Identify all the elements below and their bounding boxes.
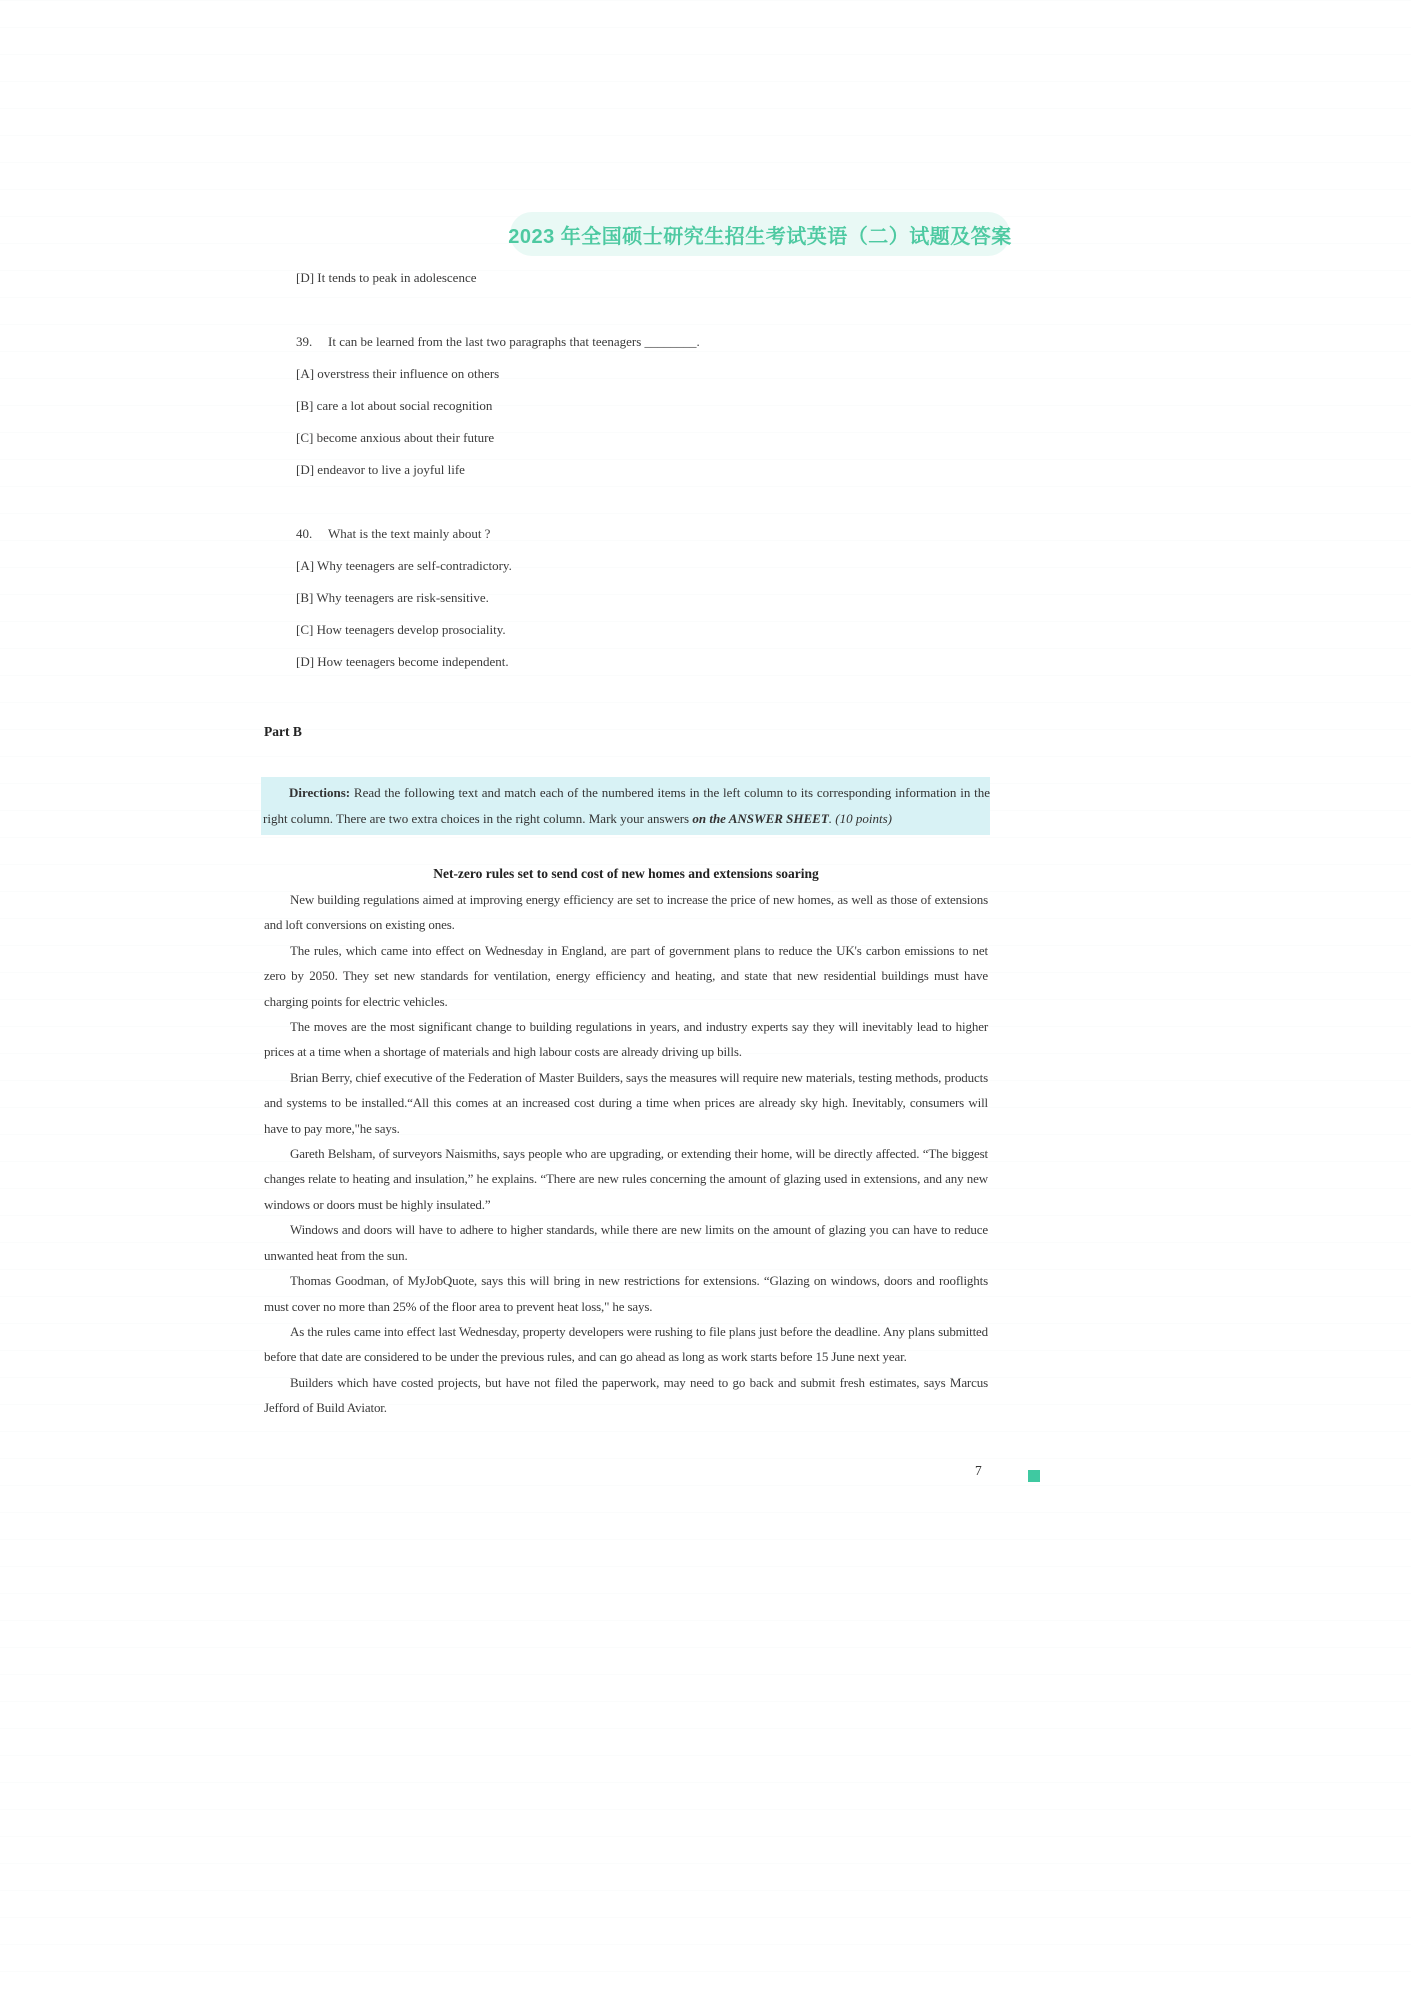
directions-text xyxy=(263,780,990,831)
page-number: 7 xyxy=(975,1463,982,1478)
question-40 xyxy=(296,518,996,678)
article-paragraph: Windows and doors will have to adhere to higher standards, while there are new limits on the amount of glazing you can have to reduce unwanted heat from the sun. xyxy=(264,1222,988,1263)
question-40-number: 40. xyxy=(296,526,313,541)
article-title: Net-zero rules set to send cost of new homes and extensions soaring xyxy=(433,866,819,881)
question-40-stem xyxy=(296,518,996,550)
question-39-stem xyxy=(296,326,996,358)
article-paragraph: Thomas Goodman, of MyJobQuote, says this will bring in new restrictions for extensions. “Glazing on windows, doors and rooflights must cover no more than 25% of the floor area to prevent heat loss," he says. xyxy=(264,1273,988,1314)
article-paragraph: New building regulations aimed at improving energy efficiency are set to increase the price of new homes, as well as those of extensions and loft conversions on existing ones. xyxy=(264,892,988,933)
question-39-option-d: [D] endeavor to live a joyful life xyxy=(296,462,465,477)
question-39-text: It can be learned from the last two paragraphs that teenagers ________. xyxy=(328,334,700,349)
directions-points: . (10 points) xyxy=(828,810,892,826)
header-banner xyxy=(510,212,1010,256)
article-paragraph: Gareth Belsham, of surveyors Naismiths, says people who are upgrading, or extending their home, will be directly affected. “The biggest changes relate to heating and insulation,” he explains. “There are new rules concerning the amount of glazing used in extensions, and any new windows or doors must be highly insulated.” xyxy=(264,1146,988,1212)
reading-article xyxy=(264,862,988,1421)
question-40-option-b: [B] Why teenagers are risk-sensitive. xyxy=(296,590,489,605)
question-40-text: What is the text mainly about ? xyxy=(328,526,491,541)
article-paragraph: Brian Berry, chief executive of the Federation of Master Builders, says the measures will require new materials, testing methods, products and systems to be installed.“All this comes at an increased cost during a time when prices are already sky high. Inevitably, consumers will have to pay more,"he says. xyxy=(264,1069,988,1136)
directions-box xyxy=(261,777,990,835)
article-paragraph: The moves are the most significant change to building regulations in years, and industry experts say they will inevitably lead to higher prices at a time when a shortage of materials and high labour costs are already driving up bills. xyxy=(264,1019,988,1060)
question-40-option-d: [D] How teenagers become independent. xyxy=(296,654,509,669)
question-39-option-b: [B] care a lot about social recognition xyxy=(296,398,493,413)
directions-body: Read the following text and match each of the numbered items in the left column to its corresponding information in the right column. There are two extra choices in the right column. Mark your answers xyxy=(263,785,990,826)
question-39 xyxy=(296,326,996,486)
option-line-prev-d: [D] It tends to peak in adolescence xyxy=(296,270,477,285)
part-b-heading: Part B xyxy=(264,724,302,739)
question-39-option-a: [A] overstress their influence on others xyxy=(296,366,500,381)
article-paragraph: The rules, which came into effect on Wednesday in England, are part of government plans to reduce the UK's carbon emissions to net zero by 2050. They set new standards for ventilation, energy efficiency and heating, and state that new residential buildings must have charging points for electric vehicles. xyxy=(264,942,988,1009)
article-paragraph: Builders which have costed projects, but have not filed the paperwork, may need to go back and submit fresh estimates, says Marcus Jefford of Build Aviator. xyxy=(264,1374,988,1416)
footer-square-icon xyxy=(1028,1470,1040,1482)
question-39-option-c: [C] become anxious about their future xyxy=(296,430,495,445)
question-40-option-a: [A] Why teenagers are self-contradictory. xyxy=(296,558,512,573)
article-paragraph: As the rules came into effect last Wednesday, property developers were rushing to file plans just before the deadline. Any plans submitted before that date are considered to be under the previous rules, and can go ahead as long as work starts before 15 June next year. xyxy=(264,1323,988,1365)
directions-emphasis: on the ANSWER SHEET xyxy=(692,810,829,826)
question-40-option-c: [C] How teenagers develop prosociality. xyxy=(296,622,506,637)
document-title: 2023 年全国硕士研究生招生考试英语（二）试题及答案 xyxy=(508,225,1012,248)
question-39-number: 39. xyxy=(296,334,313,349)
directions-label: Directions: xyxy=(289,785,351,800)
